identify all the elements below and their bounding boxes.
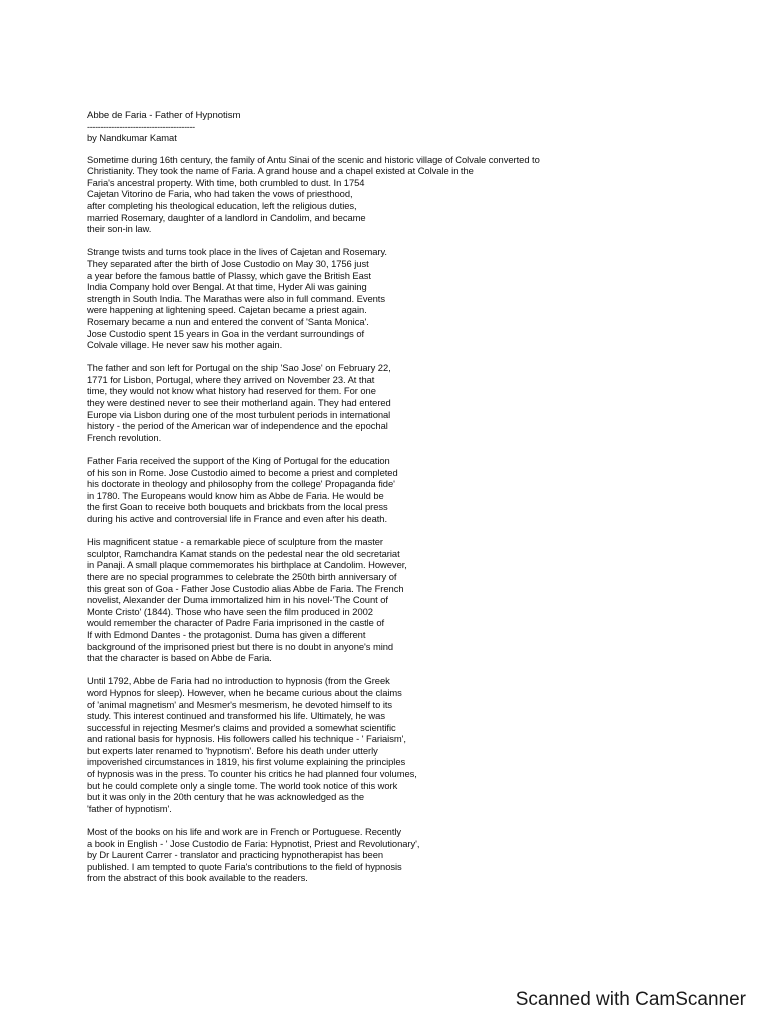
article-body xyxy=(87,154,627,884)
paragraph-line: Jose Custodio spent 15 years in Goa in the verdant surroundings of xyxy=(87,327,365,339)
paragraph-line: during his active and controversial life in France and even after his death. xyxy=(87,513,388,524)
paragraph-line: Father Faria received the support of the King of Portugal for the education xyxy=(87,455,390,467)
article-paragraph xyxy=(87,675,627,814)
paragraph-line: Sometime during 16th century, the family of Antu Sinai of the scenic and historic village of Colvale converted to xyxy=(87,153,540,165)
paragraph-line: after completing his theological education, left the religious duties, xyxy=(87,199,357,211)
paragraph-line: of his son in Rome. Jose Custodio aimed to become a priest and completed xyxy=(87,466,398,478)
paragraph-line: in Panaji. A small plaque commemorates his birthplace at Candolim. However, xyxy=(87,559,407,571)
paragraph-line: history - the period of the American war of independence and the epochal xyxy=(87,420,388,432)
paragraph-line: study. This interest continued and transformed his life. Ultimately, he was xyxy=(87,710,385,722)
article-paragraph xyxy=(87,455,627,525)
paragraph-line: Rosemary became a nun and entered the convent of 'Santa Monica'. xyxy=(87,315,369,327)
paragraph-line: The father and son left for Portugal on the ship 'Sao Jose' on February 22, xyxy=(87,362,391,374)
paragraph-line: novelist, Alexander der Duma immortalized him in his novel-'The Count of xyxy=(87,594,388,606)
paragraph-line: word Hypnos for sleep). However, when he became curious about the claims xyxy=(87,686,402,698)
paragraph-line: Cajetan Vitorino de Faria, who had taken the vows of priesthood, xyxy=(87,188,353,200)
paragraph-line: and rational basis for hypnosis. His followers called his technique - ' Fariaism', xyxy=(87,733,406,745)
paragraph-line: were happening at lightening speed. Cajetan became a priest again. xyxy=(87,304,367,316)
article-paragraph xyxy=(87,826,627,884)
paragraph-line: would remember the character of Padre Faria imprisoned in the castle of xyxy=(87,617,385,629)
paragraph-line: from the abstract of this book available to the readers. xyxy=(87,872,308,884)
camscanner-watermark: Scanned with CamScanner xyxy=(515,989,746,1010)
article xyxy=(87,110,627,896)
paragraph-line: Faria's ancestral property. With time, both crumbled to dust. In 1754 xyxy=(87,176,365,188)
paragraph-line: a year before the famous battle of Plassy, which gave the British East xyxy=(87,269,371,281)
title-underline: ---------------------------------------- xyxy=(87,121,195,132)
paragraph-line: the first Goan to receive both bouquets and brickbats from the local press xyxy=(87,501,388,513)
paragraph-line: strength in South India. The Marathas were also in full command. Events xyxy=(87,292,385,304)
paragraph-line: Most of the books on his life and work are in French or Portuguese. Recently xyxy=(87,826,402,838)
paragraph-line: by Dr Laurent Carrer - translator and practicing hypnotherapist has been xyxy=(87,849,384,861)
article-paragraph xyxy=(87,246,627,350)
paragraph-line: sculptor, Ramchandra Kamat stands on the pedestal near the old secretariat xyxy=(87,547,400,559)
paragraph-line: this great son of Goa - Father Jose Custodio alias Abbe de Faria. The French xyxy=(87,582,404,594)
article-paragraph xyxy=(87,536,627,664)
article-title: Abbe de Faria - Father of Hypnotism xyxy=(87,110,241,121)
paragraph-line: they were destined never to see their motherland again. They had entered xyxy=(87,397,391,409)
paragraph-line: Colvale village. He never saw his mother again. xyxy=(87,339,283,351)
paragraph-line: time, they would not know what history had reserved for them. For one xyxy=(87,385,376,397)
paragraph-line: that the character is based on Abbe de Faria. xyxy=(87,652,272,664)
paragraph-line: impoverished circumstances in 1819, his first volume explaining the principles xyxy=(87,756,406,768)
paragraph-line: Until 1792, Abbe de Faria had no introduction to hypnosis (from the Greek xyxy=(87,675,390,687)
paragraph-line: but it was only in the 20th century that he was acknowledged as the xyxy=(87,791,365,803)
paragraph-line: If with Edmond Dantes - the protagonist. Duma has given a different xyxy=(87,628,366,640)
article-paragraph xyxy=(87,154,627,235)
paragraph-line: India Company hold over Bengal. At that time, Hyder Ali was gaining xyxy=(87,281,367,293)
paragraph-line: his doctorate in theology and philosophy from the college' Propaganda fide' xyxy=(87,478,395,490)
paragraph-line: background of the imprisoned priest but there is no doubt in anyone's mind xyxy=(87,640,394,652)
byline: by Nandkumar Kamat xyxy=(87,131,177,143)
paragraph-line: His magnificent statue - a remarkable piece of sculpture from the master xyxy=(87,536,384,548)
paragraph-line: 'father of hypnotism'. xyxy=(87,802,172,814)
paragraph-line: but he could complete only a single tome. The world took notice of this work xyxy=(87,779,398,791)
paragraph-line: Monte Cristo' (1844). Those who have seen the film produced in 2002 xyxy=(87,605,373,617)
paragraph-line: married Rosemary, daughter of a landlord in Candolim, and became xyxy=(87,211,366,223)
paragraph-line: of 'animal magnetism' and Mesmer's mesmerism, he devoted himself to its xyxy=(87,698,393,710)
paragraph-line: Christianity. They took the name of Faria. A grand house and a chapel existed at Colvale in the xyxy=(87,165,474,177)
paragraph-line: 1771 for Lisbon, Portugal, where they arrived on November 23. At that xyxy=(87,373,375,385)
paragraph-line: Europe via Lisbon during one of the most turbulent periods in international xyxy=(87,408,391,420)
paragraph-line: French revolution. xyxy=(87,431,162,443)
paragraph-line: there are no special programmes to celebrate the 250th birth anniversary of xyxy=(87,570,397,582)
article-paragraph xyxy=(87,362,627,443)
paragraph-line: their son-in law. xyxy=(87,223,152,235)
paragraph-line: They separated after the birth of Jose Custodio on May 30, 1756 just xyxy=(87,257,369,269)
paragraph-line: Strange twists and turns took place in the lives of Cajetan and Rosemary. xyxy=(87,246,387,258)
paragraph-line: in 1780. The Europeans would know him as Abbe de Faria. He would be xyxy=(87,489,384,501)
paragraph-line: successful in rejecting Mesmer's claims and provided a somewhat scientific xyxy=(87,721,396,733)
paragraph-line: of hypnosis was in the press. To counter his critics he had planned four volumes, xyxy=(87,768,417,780)
paragraph-line: a book in English - ' Jose Custodio de Faria: Hypnotist, Priest and Revolutionary', xyxy=(87,837,420,849)
paragraph-line: published. I am tempted to quote Faria's contributions to the field of hypnosis xyxy=(87,860,402,872)
paragraph-line: but experts later renamed to 'hypnotism'. Before his death under utterly xyxy=(87,744,378,756)
